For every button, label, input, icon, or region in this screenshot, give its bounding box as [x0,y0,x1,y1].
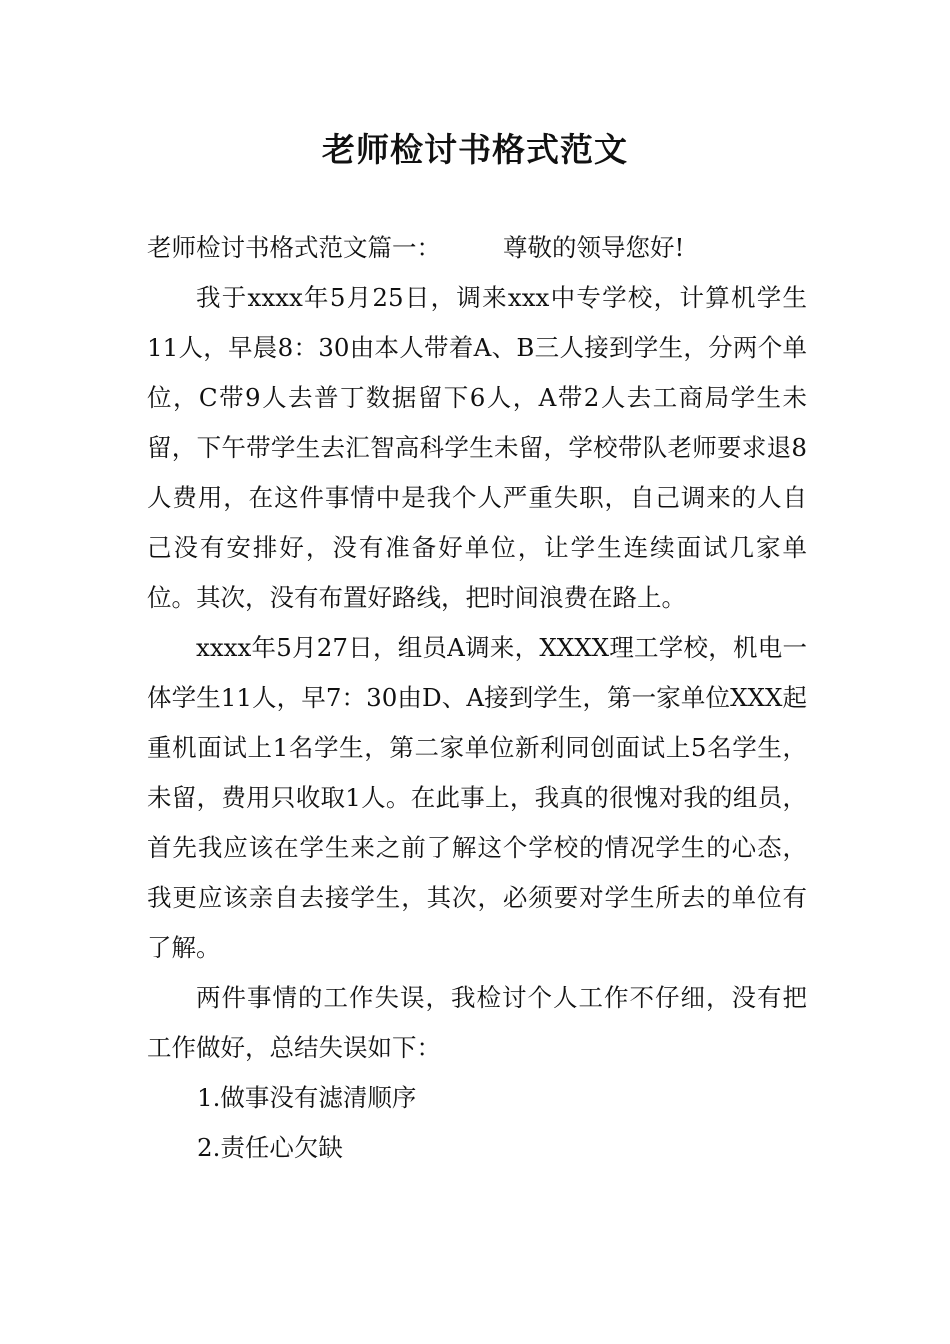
list-item-2: 2.责任心欠缺 [197,1133,343,1162]
list-item-1: 1.做事没有滤清顺序 [197,1083,417,1112]
intro-line [147,223,807,273]
paragraph-2: xxxx年5月27日，组员A调来，XXXX理工学校，机电一体学生11人，早7：30由D、A接到学生，第一家单位XXX起重机面试上1名学生，第二家单位新利同创面试上5名学生，未留，费用只收取1人。在此事上，我真的很愧对我的组员，首先我应该在学生来之前了解这个学校的情况学生的心态，我更应该亲自去接学生，其次，必须要对学生所去的单位有了解。 [147,633,807,962]
paragraph-3: 两件事情的工作失误，我检讨个人工作不仔细，没有把工作做好，总结失误如下： [147,983,807,1062]
document-body [147,223,807,1173]
paragraph-1: 我于xxxx年5月25日，调来xxx中专学校，计算机学生11人，早晨8：30由本人带着A、B三人接到学生，分两个单位，C带9人去普丁数据留下6人，A带2人去工商局学生未留，下午带学生去汇智高科学生未留，学校带队老师要求退8人费用，在这件事情中是我个人严重失职，自己调来的人自己没有安排好，没有准备好单位，让学生连续面试几家单位。其次，没有布置好路线，把时间浪费在路上。 [147,283,807,612]
intro-heading: 老师检讨书格式范文篇一： [147,233,441,262]
salutation: 尊敬的领导您好! [503,233,685,262]
document-title: 老师检讨书格式范文 [322,130,628,169]
